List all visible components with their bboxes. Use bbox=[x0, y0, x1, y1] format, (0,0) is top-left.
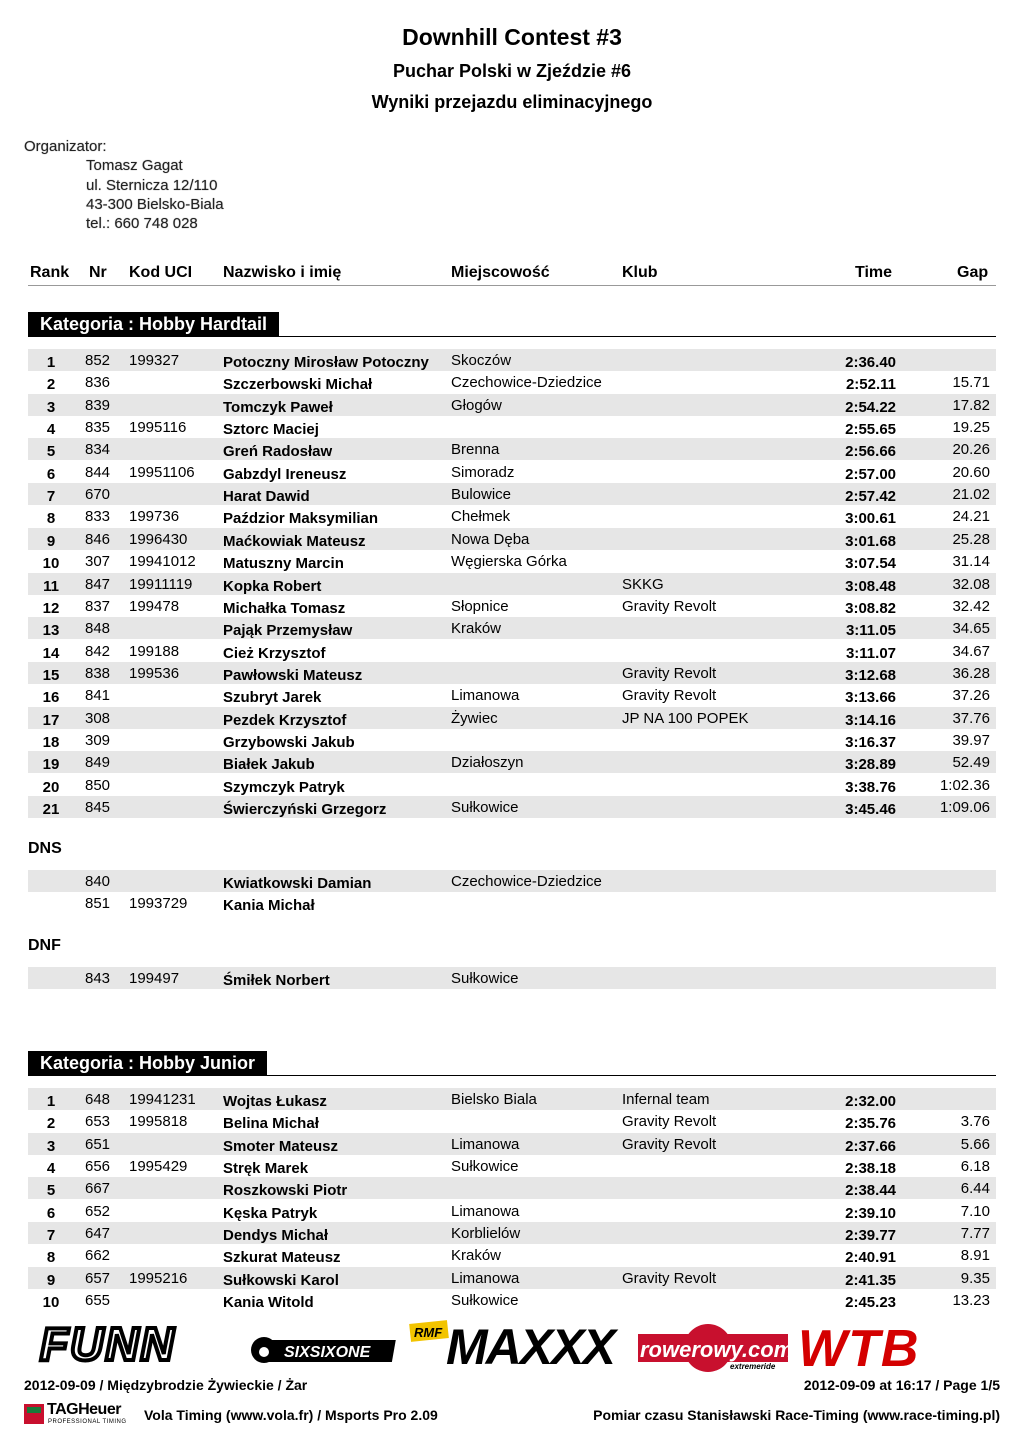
cell-time: 2:38.44 bbox=[845, 1182, 896, 1200]
cell-rank: 13 bbox=[42, 622, 60, 640]
cell-name: Sztorc Maciej bbox=[223, 421, 319, 439]
svg-text:SIXSIXONE: SIXSIXONE bbox=[284, 1344, 371, 1361]
cell-rank: 14 bbox=[42, 644, 60, 662]
cell-nr: 847 bbox=[85, 575, 111, 593]
cell-rank: 17 bbox=[42, 711, 60, 729]
table-row bbox=[28, 662, 996, 684]
cell-city: Bielsko Biala bbox=[451, 1091, 537, 1108]
category-underline bbox=[28, 336, 996, 337]
cell-nr: 656 bbox=[85, 1158, 111, 1176]
cell-gap: 39.97 bbox=[952, 731, 990, 749]
cell-gap: 25.28 bbox=[952, 530, 990, 548]
cell-name: Wojtas Łukasz bbox=[223, 1093, 327, 1110]
cell-nr: 839 bbox=[85, 396, 111, 414]
cell-time: 2:40.91 bbox=[845, 1249, 896, 1267]
cell-rank: 11 bbox=[43, 577, 59, 595]
cell-city: Głogów bbox=[451, 396, 502, 414]
table-row bbox=[28, 684, 996, 706]
cell-rank: 1 bbox=[46, 1093, 56, 1110]
cell-nr: 842 bbox=[85, 642, 111, 660]
cell-rank: 4 bbox=[46, 421, 56, 439]
cell-gap: 5.66 bbox=[960, 1135, 990, 1153]
cell-time: 2:41.35 bbox=[845, 1271, 896, 1289]
cell-uci: 19911119 bbox=[129, 575, 193, 593]
cell-nr: 655 bbox=[85, 1292, 111, 1310]
table-row bbox=[28, 1177, 996, 1199]
cell-time: 2:39.10 bbox=[845, 1204, 896, 1222]
cell-city: Korblielów bbox=[451, 1225, 521, 1243]
cell-gap: 52.49 bbox=[952, 754, 990, 772]
table-row bbox=[28, 707, 996, 729]
cell-gap: 9.35 bbox=[960, 1269, 990, 1287]
cell-rank: 4 bbox=[46, 1160, 56, 1178]
table-row bbox=[28, 1222, 996, 1244]
cell-gap: 19.25 bbox=[952, 419, 990, 437]
cell-nr: 849 bbox=[85, 754, 111, 772]
cell-rank: 6 bbox=[46, 465, 56, 483]
cell-nr: 834 bbox=[85, 441, 111, 459]
cell-city: Bulowice bbox=[451, 486, 512, 504]
cell-city: Kraków bbox=[451, 620, 502, 638]
cell-rank: 21 bbox=[42, 801, 60, 818]
cell-time: 3:00.61 bbox=[845, 510, 896, 528]
cell-time: 3:11.07 bbox=[845, 644, 896, 662]
cell-name: Greń Radosław bbox=[223, 443, 333, 461]
cell-name: Grzybowski Jakub bbox=[223, 733, 355, 751]
cell-rank: 19 bbox=[42, 756, 60, 774]
cell-nr: 308 bbox=[85, 709, 111, 727]
col-name-header: Nazwisko i imię bbox=[223, 264, 342, 281]
cell-time: 3:08.82 bbox=[845, 599, 896, 617]
cell-nr: 670 bbox=[85, 486, 111, 504]
footer-race-timing: Pomiar czasu Stanisławski Race-Timing (www.race-timing.pl) bbox=[593, 1407, 1000, 1423]
table-row bbox=[28, 461, 996, 483]
table-row bbox=[28, 1133, 996, 1155]
cell-nr: 841 bbox=[85, 687, 111, 705]
table-row bbox=[28, 505, 996, 527]
cell-name: Kopka Robert bbox=[223, 577, 322, 595]
cell-club: SKKG bbox=[622, 575, 664, 593]
cell-gap: 37.26 bbox=[952, 687, 990, 705]
cell-name: Michałka Tomasz bbox=[223, 599, 346, 617]
dnf-label: DNF bbox=[28, 937, 61, 954]
cell-gap: 17.82 bbox=[952, 396, 990, 414]
cell-rank: 15 bbox=[42, 666, 60, 684]
cell-name: Belina Michał bbox=[223, 1115, 319, 1133]
cell-nr: 852 bbox=[85, 352, 111, 369]
cell-gap: 36.28 bbox=[952, 664, 990, 682]
cell-uci: 1995216 bbox=[129, 1269, 188, 1287]
cell-city: Sułkowice bbox=[451, 970, 519, 987]
cell-club: Infernal team bbox=[622, 1091, 710, 1108]
cell-name: Świerczyński Grzegorz bbox=[223, 801, 387, 818]
cell-nr: 836 bbox=[85, 374, 111, 392]
cell-city: Węgierska Górka bbox=[451, 553, 567, 571]
cell-rank: 9 bbox=[46, 532, 56, 550]
table-row bbox=[28, 729, 996, 751]
cell-gap: 20.26 bbox=[952, 441, 990, 459]
cell-rank: 9 bbox=[46, 1271, 56, 1289]
cell-city: Simoradz bbox=[451, 463, 515, 481]
table-row bbox=[28, 1200, 996, 1222]
cell-gap: 21.02 bbox=[952, 486, 990, 504]
cell-nr: 845 bbox=[85, 799, 111, 816]
cell-name: Kania Michał bbox=[223, 897, 315, 915]
cell-time: 2:37.66 bbox=[845, 1137, 896, 1155]
cell-gap: 34.67 bbox=[952, 642, 990, 660]
footer-vola: Vola Timing (www.vola.fr) / Msports Pro 2.09 bbox=[144, 1407, 438, 1423]
cell-uci: 1995116 bbox=[129, 419, 187, 437]
cell-name: Dendys Michał bbox=[223, 1227, 329, 1245]
table-row bbox=[28, 640, 996, 662]
cell-nr: 653 bbox=[85, 1113, 111, 1131]
cell-city: Działoszyn bbox=[451, 754, 524, 772]
cell-city: Limanowa bbox=[451, 1269, 520, 1287]
dns-label: DNS bbox=[28, 840, 62, 857]
cell-time: 3:38.76 bbox=[845, 778, 896, 796]
cell-time: 2:54.22 bbox=[845, 398, 896, 416]
cell-rank: 16 bbox=[42, 689, 60, 707]
cell-time: 3:08.48 bbox=[845, 577, 896, 595]
table-row bbox=[28, 438, 996, 460]
maxxx-logo: MAXXX bbox=[446, 1319, 614, 1372]
cell-gap: 1:02.36 bbox=[939, 776, 990, 794]
cell-gap: 6.44 bbox=[960, 1180, 990, 1198]
col-rank-header: Rank bbox=[30, 264, 70, 281]
table-row bbox=[28, 774, 996, 796]
cell-time: 3:13.66 bbox=[845, 689, 896, 707]
cell-gap: 8.91 bbox=[960, 1247, 990, 1265]
cell-name: Potoczny Mirosław Potoczny bbox=[223, 354, 429, 371]
table-row bbox=[28, 528, 996, 550]
cell-city: Limanowa bbox=[451, 1202, 520, 1220]
svg-text:RMF: RMF bbox=[414, 1325, 443, 1340]
footer-page-info: 2012-09-09 at 16:17 / Page 1/5 bbox=[803, 1377, 1000, 1393]
cell-time: 2:38.18 bbox=[845, 1160, 896, 1178]
tag-heuer-logo: TAGHeuer bbox=[47, 1401, 121, 1418]
cell-nr: 835 bbox=[85, 419, 111, 437]
rmf-logo bbox=[409, 1320, 449, 1342]
cell-time: 3:07.54 bbox=[845, 555, 896, 573]
cell-nr: 652 bbox=[85, 1202, 111, 1220]
cell-time: 2:55.65 bbox=[845, 421, 896, 439]
cell-gap: 37.76 bbox=[952, 709, 990, 727]
cell-rank: 18 bbox=[42, 733, 60, 751]
table-row bbox=[28, 796, 996, 818]
cell-gap: 32.08 bbox=[952, 575, 990, 593]
table-row bbox=[28, 394, 996, 416]
cell-rank: 5 bbox=[46, 1182, 56, 1200]
cell-name: Harat Dawid bbox=[223, 488, 310, 506]
cell-uci: 1993729 bbox=[129, 895, 188, 913]
cell-name: Maćkowiak Mateusz bbox=[223, 532, 366, 550]
organizer-phone: tel.: 660 748 028 bbox=[86, 215, 198, 232]
cell-city: Limanowa bbox=[451, 687, 520, 705]
table-row bbox=[28, 1244, 996, 1266]
table-row bbox=[28, 1155, 996, 1177]
table-row bbox=[28, 892, 996, 914]
cell-uci: 199536 bbox=[129, 664, 180, 682]
organizer-label: Organizator: bbox=[24, 138, 107, 155]
tag-heuer-sub: PROFESSIONAL TIMING bbox=[48, 1419, 127, 1425]
cell-name: Szkurat Mateusz bbox=[223, 1249, 341, 1267]
table-row bbox=[28, 617, 996, 639]
cell-rank: 5 bbox=[46, 443, 56, 461]
cell-name: Paździor Maksymilian bbox=[223, 510, 379, 528]
footer-date-location: 2012-09-09 / Międzybrodzie Żywieckie / Żar bbox=[24, 1377, 308, 1393]
cell-time: 2:52.11 bbox=[845, 376, 896, 394]
cell-rank: 8 bbox=[46, 510, 56, 528]
cell-name: Sułkowski Karol bbox=[223, 1271, 339, 1289]
cell-nr: 840 bbox=[85, 873, 111, 890]
cell-nr: 648 bbox=[85, 1091, 111, 1108]
table-row bbox=[28, 870, 996, 892]
cell-club: Gravity Revolt bbox=[622, 597, 717, 615]
cell-time: 2:39.77 bbox=[845, 1227, 896, 1245]
cell-name: Kwiatkowski Damian bbox=[223, 875, 372, 892]
cell-rank: 1 bbox=[46, 354, 56, 371]
funn-logo: FUNN bbox=[40, 1318, 176, 1370]
cell-city: Czechowice-Dziedzice bbox=[451, 374, 602, 392]
table-row bbox=[28, 371, 996, 393]
cell-rank: 7 bbox=[46, 1227, 56, 1245]
cell-name: Matuszny Marcin bbox=[223, 555, 344, 573]
cell-gap: 1:09.06 bbox=[939, 799, 990, 816]
cell-nr: 848 bbox=[85, 620, 111, 638]
cell-nr: 846 bbox=[85, 530, 111, 548]
category-title: Kategoria : Hobby Junior bbox=[28, 1051, 267, 1075]
cell-city: Brenna bbox=[451, 441, 500, 459]
page-title: Downhill Contest #3 bbox=[402, 24, 622, 50]
organizer-city: 43-300 Bielsko-Biala bbox=[86, 196, 224, 213]
cell-city: Czechowice-Dziedzice bbox=[451, 873, 602, 890]
page-subtitle-2: Wyniki przejazdu eliminacyjnego bbox=[371, 92, 653, 112]
cell-time: 2:32.00 bbox=[845, 1093, 896, 1110]
cell-uci: 19951106 bbox=[129, 463, 195, 481]
cell-city: Żywiec bbox=[451, 709, 498, 727]
tag-heuer-shield-icon bbox=[24, 1404, 44, 1424]
cell-rank: 12 bbox=[42, 599, 60, 617]
cell-time: 3:11.05 bbox=[845, 622, 896, 640]
cell-uci: 19941012 bbox=[129, 553, 196, 571]
cell-time: 3:01.68 bbox=[845, 532, 896, 550]
cell-uci: 199478 bbox=[129, 597, 180, 615]
organizer-name: Tomasz Gagat bbox=[86, 157, 183, 174]
cell-time: 3:14.16 bbox=[845, 711, 896, 729]
cell-name: Szymczyk Patryk bbox=[223, 778, 345, 796]
cell-uci: 199188 bbox=[129, 642, 180, 660]
cell-city: Limanowa bbox=[451, 1135, 520, 1153]
cell-name: Białek Jakub bbox=[223, 756, 315, 774]
cell-city: Skoczów bbox=[451, 352, 512, 369]
cell-name: Szubryt Jarek bbox=[223, 689, 322, 707]
cell-nr: 667 bbox=[85, 1180, 111, 1198]
cell-rank: 2 bbox=[46, 376, 56, 394]
cell-club: JP NA 100 POPEK bbox=[622, 709, 749, 727]
cell-rank: 10 bbox=[42, 555, 60, 573]
cell-rank: 3 bbox=[46, 1137, 56, 1155]
cell-time: 2:57.00 bbox=[845, 465, 896, 483]
cell-nr: 662 bbox=[85, 1247, 111, 1265]
cell-rank: 2 bbox=[46, 1115, 56, 1133]
table-row bbox=[28, 1289, 996, 1311]
header-divider bbox=[28, 285, 996, 286]
wtb-logo: WTB bbox=[798, 1320, 920, 1372]
cell-uci: 199736 bbox=[129, 508, 180, 526]
col-nr-header: Nr bbox=[89, 264, 107, 281]
cell-rank: 3 bbox=[46, 398, 56, 416]
sponsor-logos bbox=[0, 1316, 1024, 1372]
cell-club: Gravity Revolt bbox=[622, 1113, 717, 1131]
table-row bbox=[28, 1088, 996, 1110]
table-row bbox=[28, 573, 996, 595]
cell-name: Pająk Przemysław bbox=[223, 622, 353, 640]
cell-gap: 3.76 bbox=[960, 1113, 990, 1131]
table-row bbox=[28, 416, 996, 438]
cell-gap: 24.21 bbox=[952, 508, 990, 526]
cell-city: Nowa Dęba bbox=[451, 530, 530, 548]
cell-rank: 6 bbox=[46, 1204, 56, 1222]
cell-nr: 844 bbox=[85, 463, 111, 481]
col-city-header: Miejscowość bbox=[451, 264, 550, 281]
cell-club: Gravity Revolt bbox=[622, 1135, 717, 1153]
col-time-header: Time bbox=[855, 264, 893, 281]
col-club-header: Klub bbox=[622, 264, 658, 281]
table-row bbox=[28, 1267, 996, 1289]
cell-rank: 8 bbox=[46, 1249, 56, 1267]
cell-time: 2:56.66 bbox=[845, 443, 896, 461]
cell-name: Stręk Marek bbox=[223, 1160, 309, 1178]
cell-name: Kęska Patryk bbox=[223, 1204, 318, 1222]
cell-club: Gravity Revolt bbox=[622, 687, 717, 705]
cell-nr: 657 bbox=[85, 1269, 111, 1287]
cell-rank: 20 bbox=[42, 778, 60, 796]
cell-name: Pawłowski Mateusz bbox=[223, 666, 363, 684]
cell-club: Gravity Revolt bbox=[622, 1269, 717, 1287]
cell-time: 2:45.23 bbox=[845, 1294, 896, 1312]
svg-text:extremeride: extremeride bbox=[730, 1362, 776, 1371]
cell-city: Sułkowice bbox=[451, 1292, 519, 1310]
cell-club: Gravity Revolt bbox=[622, 664, 717, 682]
cell-rank: 7 bbox=[46, 488, 56, 506]
table-row bbox=[28, 349, 996, 371]
cell-name: Kania Witold bbox=[223, 1294, 314, 1312]
cell-city: Sułkowice bbox=[451, 1158, 519, 1176]
cell-nr: 833 bbox=[85, 508, 111, 526]
cell-name: Szczerbowski Michał bbox=[223, 376, 373, 394]
cell-name: Tomczyk Paweł bbox=[223, 398, 333, 416]
cell-name: Cież Krzysztof bbox=[223, 644, 326, 662]
cell-city: Kraków bbox=[451, 1247, 502, 1265]
cell-time: 2:35.76 bbox=[845, 1115, 896, 1133]
cell-gap: 31.14 bbox=[952, 553, 990, 571]
cell-gap: 7.77 bbox=[960, 1225, 990, 1243]
cell-nr: 647 bbox=[85, 1225, 111, 1243]
col-uci-header: Kod UCI bbox=[129, 264, 193, 281]
cell-time: 3:16.37 bbox=[845, 733, 896, 751]
cell-city: Słopnice bbox=[451, 597, 509, 615]
cell-rank: 10 bbox=[42, 1294, 60, 1312]
cell-gap: 15.71 bbox=[952, 374, 990, 392]
cell-gap: 7.10 bbox=[960, 1202, 990, 1220]
page-subtitle: Puchar Polski w Zjeździe #6 bbox=[392, 61, 632, 81]
cell-name: Pezdek Krzysztof bbox=[223, 711, 347, 729]
cell-name: Roszkowski Piotr bbox=[223, 1182, 348, 1200]
col-gap-header: Gap bbox=[957, 264, 989, 281]
cell-nr: 851 bbox=[85, 895, 111, 913]
cell-time: 3:12.68 bbox=[845, 666, 896, 684]
table-row bbox=[28, 1110, 996, 1132]
cell-time: 3:28.89 bbox=[845, 756, 896, 774]
cell-time: 2:36.40 bbox=[845, 354, 896, 371]
cell-city: Chełmek bbox=[451, 508, 511, 526]
cell-uci: 199497 bbox=[129, 970, 180, 987]
cell-name: Smoter Mateusz bbox=[223, 1137, 339, 1155]
cell-nr: 309 bbox=[85, 731, 111, 749]
cell-name: Gabzdyl Ireneusz bbox=[223, 465, 347, 483]
cell-uci: 1996430 bbox=[129, 530, 188, 548]
cell-nr: 843 bbox=[85, 970, 111, 987]
cell-gap: 34.65 bbox=[952, 620, 990, 638]
table-row bbox=[28, 967, 996, 989]
sixsixone-logo bbox=[251, 1337, 396, 1363]
cell-nr: 850 bbox=[85, 776, 111, 794]
cell-gap: 6.18 bbox=[960, 1158, 990, 1176]
cell-city: Sułkowice bbox=[451, 799, 519, 816]
table-row bbox=[28, 550, 996, 572]
cell-gap: 20.60 bbox=[952, 463, 990, 481]
cell-uci: 1995429 bbox=[129, 1158, 188, 1176]
category-underline bbox=[28, 1075, 996, 1076]
cell-name: Śmiłek Norbert bbox=[223, 972, 330, 989]
table-row bbox=[28, 483, 996, 505]
category-title: Kategoria : Hobby Hardtail bbox=[28, 312, 279, 336]
rowerowy-logo bbox=[638, 1324, 793, 1372]
cell-time: 3:45.46 bbox=[845, 801, 896, 818]
cell-uci: 19941231 bbox=[129, 1091, 196, 1108]
cell-gap: 32.42 bbox=[952, 597, 990, 615]
cell-uci: 199327 bbox=[129, 352, 180, 369]
cell-nr: 837 bbox=[85, 597, 111, 615]
table-row bbox=[28, 595, 996, 617]
organizer-street: ul. Sternicza 12/110 bbox=[86, 177, 218, 194]
cell-nr: 651 bbox=[85, 1135, 111, 1153]
svg-text:rowerowy.com: rowerowy.com bbox=[640, 1337, 794, 1362]
cell-time: 2:57.42 bbox=[845, 488, 896, 506]
table-row bbox=[28, 751, 996, 773]
cell-nr: 307 bbox=[85, 553, 111, 571]
cell-nr: 838 bbox=[85, 664, 111, 682]
cell-gap: 13.23 bbox=[952, 1292, 990, 1310]
cell-uci: 1995818 bbox=[129, 1113, 188, 1131]
